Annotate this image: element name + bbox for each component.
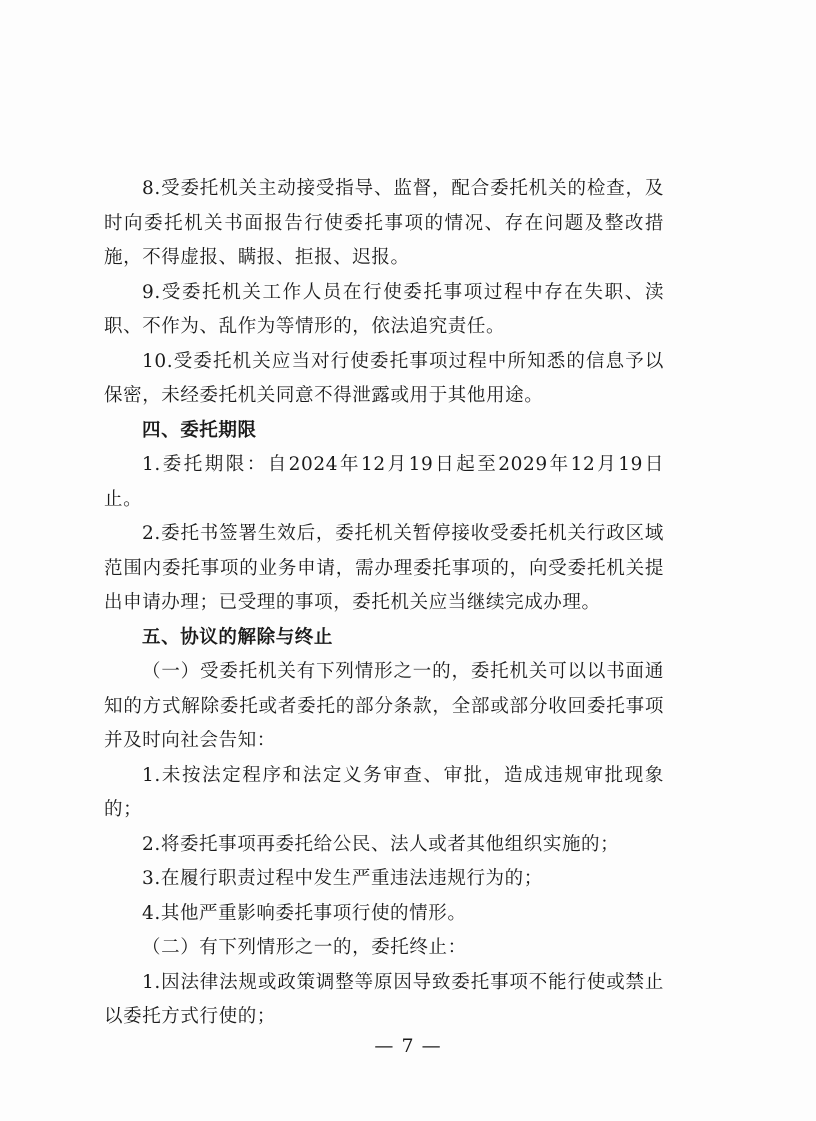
paragraph-rescission-3: 3.在履行职责过程中发生严重违法违规行为的；: [142, 868, 543, 889]
paragraph-termination-1: 1.因法律法规或政策调整等原因导致委托事项不能行使或禁止以委托方式行使的；: [104, 971, 664, 1027]
paragraph-rescission-2: 2.将委托事项再委托给公民、法人或者其他组织实施的；: [142, 833, 620, 855]
paragraph-item-8: 8.受委托机关主动接受指导、监督，配合委托机关的检查，及时向委托机关书面报告行使委托事项的情况、存在问题及整改措施，不得虚报、瞒报、拒报、迟报。: [104, 178, 664, 268]
paragraph-item-10: 10.受委托机关应当对行使委托事项过程中所知悉的信息予以保密，未经委托机关同意不得泄露或用于其他用途。: [104, 350, 664, 406]
section-heading-term: 四、委托期限: [142, 419, 257, 441]
paragraph-termination-intro: （二）有下列情形之一的，委托终止：: [142, 937, 467, 958]
paragraph-rescission-1: 1.未按法定程序和法定义务审查、审批，造成违规审批现象的；: [104, 764, 664, 820]
paragraph-rescission-4: 4.其他严重影响委托事项行使的情形。: [142, 902, 467, 924]
paragraph-rescission-intro: （一）受委托机关有下列情形之一的，委托机关可以以书面通知的方式解除委托或者委托的部分条款，全部或部分收回委托事项并及时向社会告知：: [104, 661, 664, 751]
section-heading-termination: 五、协议的解除与终止: [142, 626, 334, 648]
paragraph-item-9: 9.受委托机关工作人员在行使委托事项过程中存在失职、渎职、不作为、乱作为等情形的，依法追究责任。: [104, 281, 664, 337]
paragraph-term-1: 1.委托期限：自2024年12月19日起至2029年12月19日止。: [104, 454, 664, 510]
paragraph-term-2: 2.委托书签署生效后，委托机关暂停接收受委托机关行政区域范围内委托事项的业务申请，需办理委托事项的，向受委托机关提出申请办理；已受理的事项，委托机关应当继续完成办理。: [104, 523, 664, 613]
page-number: — 7 —: [374, 1035, 442, 1057]
document-body: [104, 172, 664, 1035]
